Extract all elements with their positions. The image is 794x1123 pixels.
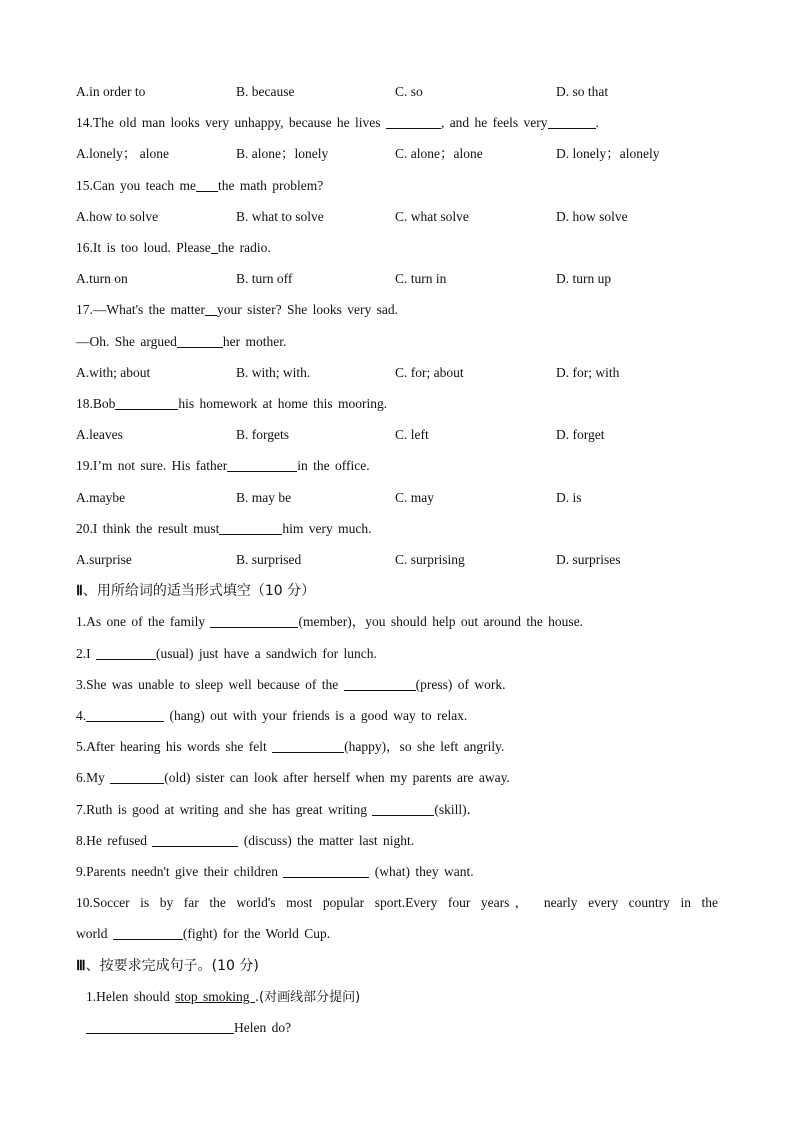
fill-item-1-blank[interactable] — [210, 613, 298, 628]
fill-item-8-part2: (discuss) the matter last night. — [238, 833, 415, 848]
q13-option-a: A.in order to — [76, 84, 146, 99]
q16-text-part1: 16.It is too loud. Please — [76, 240, 211, 255]
q17-blank-2[interactable] — [177, 333, 223, 348]
fill-item-8-part1: 8.He refused — [76, 833, 153, 848]
fill-item-3-part1: 3.She was unable to sleep well because of the — [76, 677, 344, 692]
q17-response — [76, 332, 286, 352]
q14-blank-2[interactable] — [548, 114, 596, 129]
q15-text-part1: 15.Can you teach me — [76, 178, 196, 193]
q20-option-d: D. surprises — [556, 552, 621, 567]
fill-item-10-line2 — [76, 924, 330, 944]
q20-options — [76, 550, 726, 570]
fill-item-6-part1: 6.My — [76, 770, 111, 785]
section-3-numeral: Ⅲ — [76, 959, 86, 974]
fill-item-6 — [76, 768, 510, 788]
rewrite-item-1-underlined: stop smoking — [175, 989, 255, 1004]
q20-option-a: A.surprise — [76, 552, 132, 567]
fill-item-3-blank[interactable] — [344, 676, 416, 691]
q16-option-b: B. turn off — [236, 271, 293, 286]
q16-option-a: A.turn on — [76, 271, 128, 286]
rewrite-answer-1-text: Helen do? — [234, 1020, 292, 1035]
q20-option-c: C. surprising — [395, 552, 465, 567]
fill-item-5-part1: 5.After hearing his words she felt — [76, 739, 273, 754]
rewrite-item-1-instruction: .(对画线部分提问) — [254, 990, 361, 1005]
fill-item-8 — [76, 831, 414, 851]
q14-option-d: D. lonely；alonely — [556, 146, 660, 161]
fill-item-10-blank[interactable] — [113, 925, 183, 940]
q17-blank-1[interactable] — [205, 301, 217, 316]
q17-text-part1: 17.—What's the matter — [76, 302, 206, 317]
q17-option-d: D. for; with — [556, 365, 620, 380]
q19-option-d: D. is — [556, 490, 582, 505]
fill-item-9 — [76, 862, 474, 882]
rewrite-item-1 — [86, 987, 360, 1007]
q19-option-c: C. may — [395, 490, 434, 505]
rewrite-answer-1 — [86, 1018, 291, 1038]
fill-item-1-part1: 1.As one of the family — [76, 614, 211, 629]
q18-option-d: D. forget — [556, 427, 605, 442]
q20-question — [76, 519, 371, 539]
q15-blank[interactable] — [196, 177, 218, 192]
q14-option-c: C. alone；alone — [395, 146, 483, 161]
fill-item-10-line1: 10.Soccer is by far the world's most popular sport.Every four years， nearly every country in the — [76, 895, 718, 910]
q19-options — [76, 488, 726, 508]
section-2-heading — [76, 580, 315, 602]
fill-item-4-part1: 4. — [76, 708, 87, 723]
fill-item-4-part2: (hang) out with your friends is a good way to relax. — [164, 708, 468, 723]
q15-question — [76, 176, 323, 196]
q16-option-c: C. turn in — [395, 271, 447, 286]
q20-text-part2: him very much. — [282, 521, 372, 536]
q13-option-d: D. so that — [556, 84, 609, 99]
fill-item-5 — [76, 737, 504, 757]
q15-text-part2: the math problem? — [217, 178, 324, 193]
fill-item-10-part1: world — [76, 926, 113, 941]
section-2-numeral: Ⅱ — [76, 584, 83, 599]
fill-item-3-part2: (press) of work. — [415, 677, 506, 692]
q15-option-c: C. what solve — [395, 209, 469, 224]
q17-option-b: B. with; with. — [236, 365, 311, 380]
q18-options — [76, 425, 726, 445]
rewrite-item-1-part1: 1.Helen should — [86, 989, 176, 1004]
q15-option-a: A.how to solve — [76, 209, 159, 224]
q15-option-b: B. what to solve — [236, 209, 324, 224]
fill-item-8-blank[interactable] — [152, 832, 238, 847]
fill-item-10-part2: (fight) for the World Cup. — [182, 926, 331, 941]
q14-option-a: A.lonely； alone — [76, 146, 169, 161]
q15-options — [76, 207, 726, 227]
q14-blank-1[interactable] — [386, 114, 441, 129]
q17-response-part1: —Oh. She argued — [76, 334, 177, 349]
q19-text-part2: in the office. — [297, 458, 370, 473]
fill-item-7-blank[interactable] — [372, 801, 434, 816]
fill-item-4-blank[interactable] — [86, 707, 164, 722]
q20-text-part1: 20.I think the result must — [76, 521, 220, 536]
q14-text-part3: . — [595, 115, 599, 130]
fill-item-5-part2: (happy)，so she left angrily. — [344, 739, 505, 754]
q18-option-a: A.leaves — [76, 427, 123, 442]
fill-item-2-part1: 2.I — [76, 646, 96, 661]
q14-text-part1: 14.The old man looks very unhappy, because he lives — [76, 115, 386, 130]
q13-options — [76, 82, 726, 102]
q18-question — [76, 394, 387, 414]
fill-item-5-blank[interactable] — [272, 738, 344, 753]
fill-item-2-part2: (usual) just have a sandwich for lunch. — [156, 646, 377, 661]
q19-text-part1: 19.I’m not sure. His father — [76, 458, 228, 473]
q19-option-a: A.maybe — [76, 490, 126, 505]
q18-option-c: C. left — [395, 427, 429, 442]
fill-item-3 — [76, 675, 506, 695]
fill-item-9-part1: 9.Parents needn't give their children — [76, 864, 284, 879]
q17-option-a: A.with; about — [76, 365, 151, 380]
q17-question — [76, 300, 398, 320]
section-2-title: 、用所给词的适当形式填空（10 分） — [82, 583, 316, 599]
q16-question — [76, 238, 271, 258]
q16-text-part2: the radio. — [217, 240, 271, 255]
q19-question — [76, 456, 370, 476]
q17-response-part2: her mother. — [222, 334, 287, 349]
fill-item-4 — [76, 706, 467, 726]
q20-option-b: B. surprised — [236, 552, 302, 567]
q17-text-part2: your sister? She looks very sad. — [217, 302, 399, 317]
q15-option-d: D. how solve — [556, 209, 628, 224]
fill-item-9-blank[interactable] — [283, 863, 369, 878]
q17-option-c: C. for; about — [395, 365, 464, 380]
fill-item-2-blank[interactable] — [96, 645, 156, 660]
fill-item-1 — [76, 612, 583, 632]
q20-blank[interactable] — [219, 520, 282, 535]
q14-question — [76, 113, 599, 133]
fill-item-1-part2: (member)，you should help out around the house. — [298, 614, 584, 629]
fill-item-7-part2: (skill)． — [434, 802, 481, 817]
q18-blank[interactable] — [115, 395, 178, 410]
q14-text-part2: , and he feels very — [440, 115, 548, 130]
q16-blank[interactable] — [211, 239, 218, 254]
section-3-title: 、按要求完成句子。(10 分) — [85, 958, 259, 974]
q18-text-part2: his homework at home this mooring. — [178, 396, 388, 411]
fill-item-9-part2: (what) they want. — [369, 864, 474, 879]
q18-option-b: B. forgets — [236, 427, 289, 442]
fill-item-7-part1: 7.Ruth is good at writing and she has great writing — [76, 802, 373, 817]
fill-item-2 — [76, 644, 377, 664]
q13-option-c: C. so — [395, 84, 423, 99]
fill-item-6-blank[interactable] — [110, 769, 164, 784]
q16-option-d: D. turn up — [556, 271, 612, 286]
fill-item-7 — [76, 800, 480, 820]
rewrite-answer-1-blank[interactable] — [86, 1019, 234, 1034]
q17-options — [76, 363, 726, 383]
q19-option-b: B. may be — [236, 490, 292, 505]
q13-option-b: B. because — [236, 84, 295, 99]
q18-text-part1: 18.Bob — [76, 396, 116, 411]
section-3-heading — [76, 955, 259, 977]
q14-option-b: B. alone；lonely — [236, 146, 329, 161]
q14-options — [76, 144, 726, 164]
fill-item-6-part2: (old) sister can look after herself when my parents are away. — [164, 770, 510, 785]
q16-options — [76, 269, 726, 289]
q19-blank[interactable] — [227, 457, 297, 472]
